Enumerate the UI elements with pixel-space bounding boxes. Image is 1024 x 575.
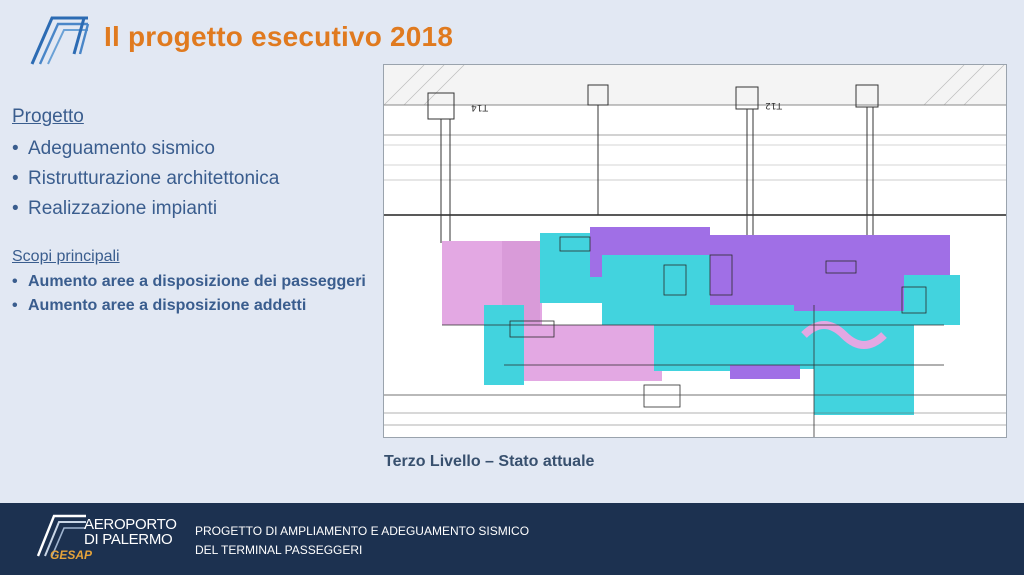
section-title-progetto: Progetto xyxy=(12,106,84,127)
list-item: • Aumento aree a disposizione addetti xyxy=(12,294,377,318)
list-item: • Ristrutturazione architettonica xyxy=(12,164,377,194)
left-panel xyxy=(12,106,377,318)
list-item: • Adeguamento sismico xyxy=(12,134,377,164)
floor-plan-drawing xyxy=(384,65,1006,437)
footer-line: DEL TERMINAL PASSEGGERI xyxy=(195,543,363,557)
footer-bar xyxy=(0,503,1024,575)
scopi-list xyxy=(12,270,377,318)
gesap-label: GESAP xyxy=(50,548,93,562)
page-title: Il progetto esecutivo 2018 xyxy=(104,21,454,52)
list-item: • Realizzazione impianti xyxy=(12,194,377,224)
footer-project-title xyxy=(195,522,529,560)
plan-caption: Terzo Livello – Stato attuale xyxy=(384,453,595,470)
floor-plan-image xyxy=(383,64,1007,438)
airport-logo-icon xyxy=(28,10,98,66)
section-title-scopi: Scopi principali xyxy=(12,248,120,265)
list-item: • Aumento aree a disposizione dei passeggeri xyxy=(12,270,377,294)
footer-line: PROGETTO DI AMPLIAMENTO E ADEGUAMENTO SISMICO xyxy=(195,524,530,538)
brand-line: DI PALERMO xyxy=(84,531,173,548)
brand-line: AEROPORTO xyxy=(84,516,177,533)
gate-label-t12: T12 xyxy=(765,100,782,110)
gate-label-t14: T14 xyxy=(471,102,488,112)
progetto-list xyxy=(12,134,377,224)
brand-name xyxy=(84,517,177,547)
